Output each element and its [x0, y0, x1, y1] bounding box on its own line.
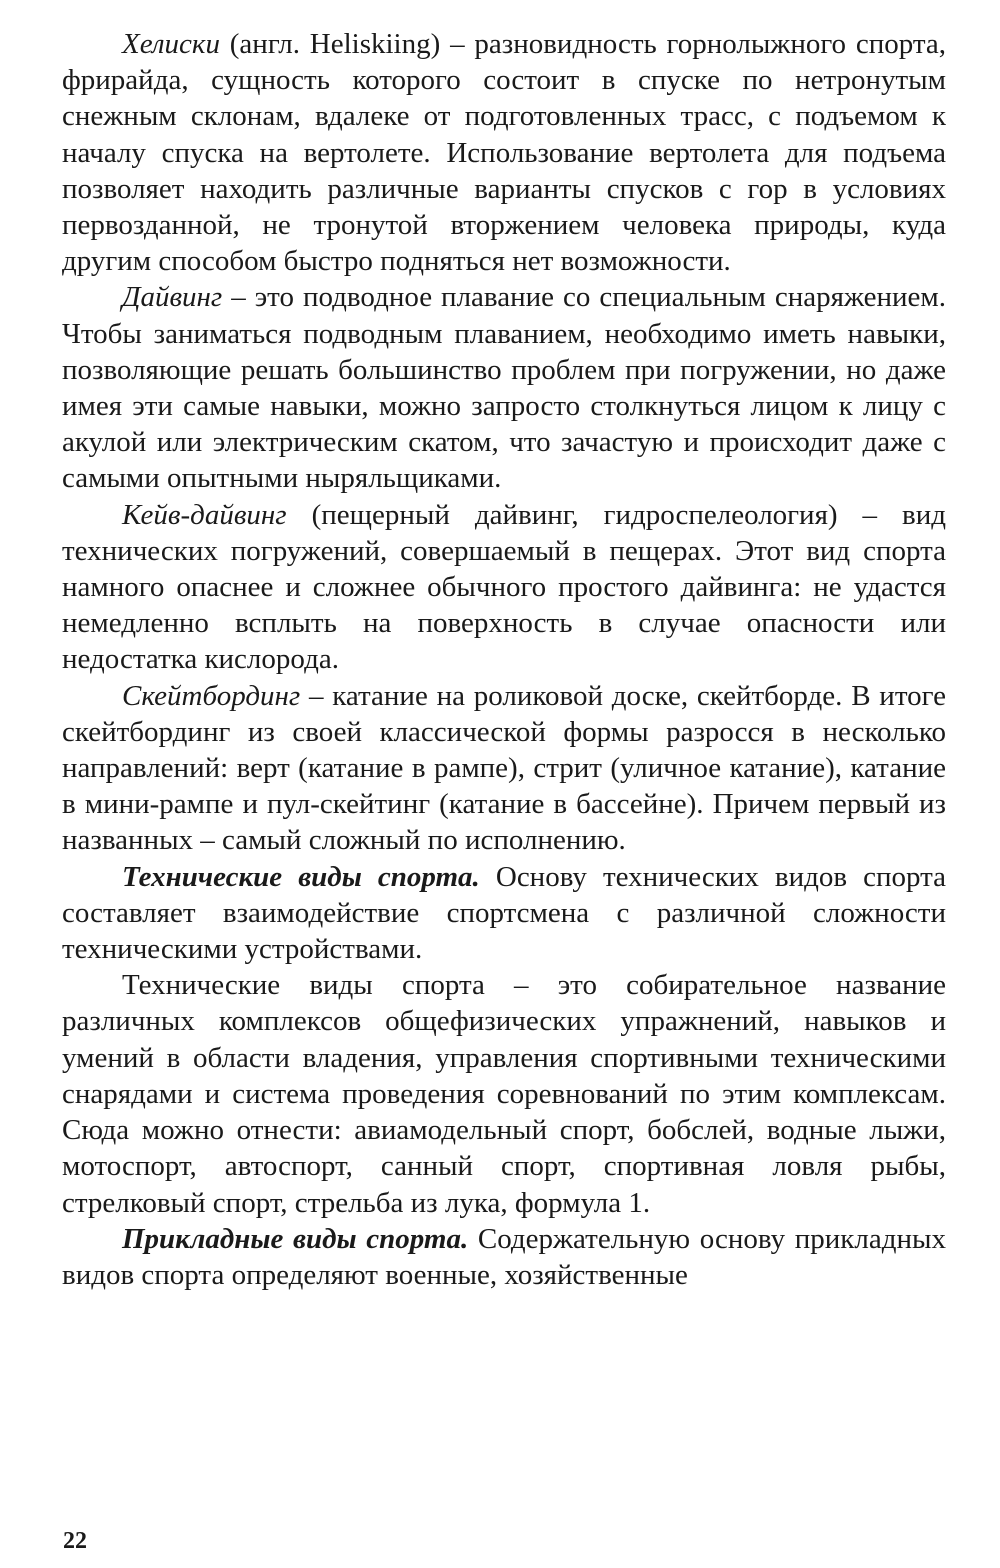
section-heading-technical: Технические виды спорта.: [122, 860, 480, 893]
term-cave-diving: Кейв-дайвинг: [122, 498, 287, 531]
term-skateboarding: Скейтбординг: [122, 679, 301, 712]
paragraph-text: Содержательную основу прикладных видов спорта определяют военные, хозяйственные: [62, 1222, 946, 1291]
paragraph-skateboarding: [62, 678, 946, 859]
paragraph-text: (пещерный дайвинг, гидроспелеология) – вид технических погружений, совершаемый в пещерах. Этот вид спорта намного опаснее и сложнее обычного простого дайвинга: не удастся немедленно всплыть на поверхность в случае опасности или недостатка кислорода.: [62, 498, 946, 676]
paragraph-text: Основу технических видов спорта составляет взаимодействие спортсмена с различной сложности техническими устройствами.: [62, 860, 947, 966]
term-diving: Дайвинг: [122, 281, 223, 314]
paragraph-cave-diving: [62, 497, 946, 678]
paragraph-applied-sports: [62, 1221, 946, 1293]
paragraph-technical-sports: [62, 859, 946, 968]
term-heliskiing: Хелиски: [122, 28, 220, 60]
paragraph-text: Технические виды спорта – это собирательное название различных комплексов общефизических упражнений, навыков и умений в области владения, управления спортивными техническими снарядами и система проведения соревнований по этим комплексам. Сюда можно отнести: авиамодельный спорт, бобслей, водные лыжи, мотоспорт, автоспорт, санный спорт, спортивная ловля рыбы, стрелковый спорт, стрельба из лука, формула 1.: [62, 969, 946, 1219]
section-heading-applied: Прикладные виды спорта.: [122, 1222, 469, 1255]
paragraph-technical-definition: [62, 967, 946, 1220]
paragraph-text: – это подводное плавание со специальным снаряжением. Чтобы заниматься подводным плаванием, необходимо иметь навыки, позволяющие решать большинство проблем при погружении, но даже имея эти самые навыки, можно запросто столкнуться лицом к лицу с акулой или электрическим скатом, что зачастую и происходит даже с самыми опытными ныряльщиками.: [62, 281, 946, 495]
body-text: [62, 26, 946, 1293]
page-number: 22: [63, 1528, 87, 1554]
paragraph-text: (англ. Heliskiing) – разновидность горнолыжного спорта, фрирайда, сущность которого состоит в спуске по нетронутым снежным склонам, вдалеке от подготовленных трасс, с подъемом к началу спуска на вертолете. Использование вертолета для подъема позволяет находить различные варианты спусков с гор в условиях первозданной, не тронутой вторжением человека природы, куда другим способом быстро подняться нет возможности.: [62, 28, 946, 278]
paragraph-heliskiing: [62, 26, 946, 279]
paragraph-text: – катание на роликовой доске, скейтборде. В итоге скейтбординг из своей классической формы разросся в несколько направлений: верт (катание в рампе), стрит (уличное катание), катание в мини-рампе и пул-скейтинг (катание в бассейне). Причем первый из названных – самый сложный по исполнению.: [62, 679, 946, 857]
paragraph-diving: [62, 279, 946, 496]
